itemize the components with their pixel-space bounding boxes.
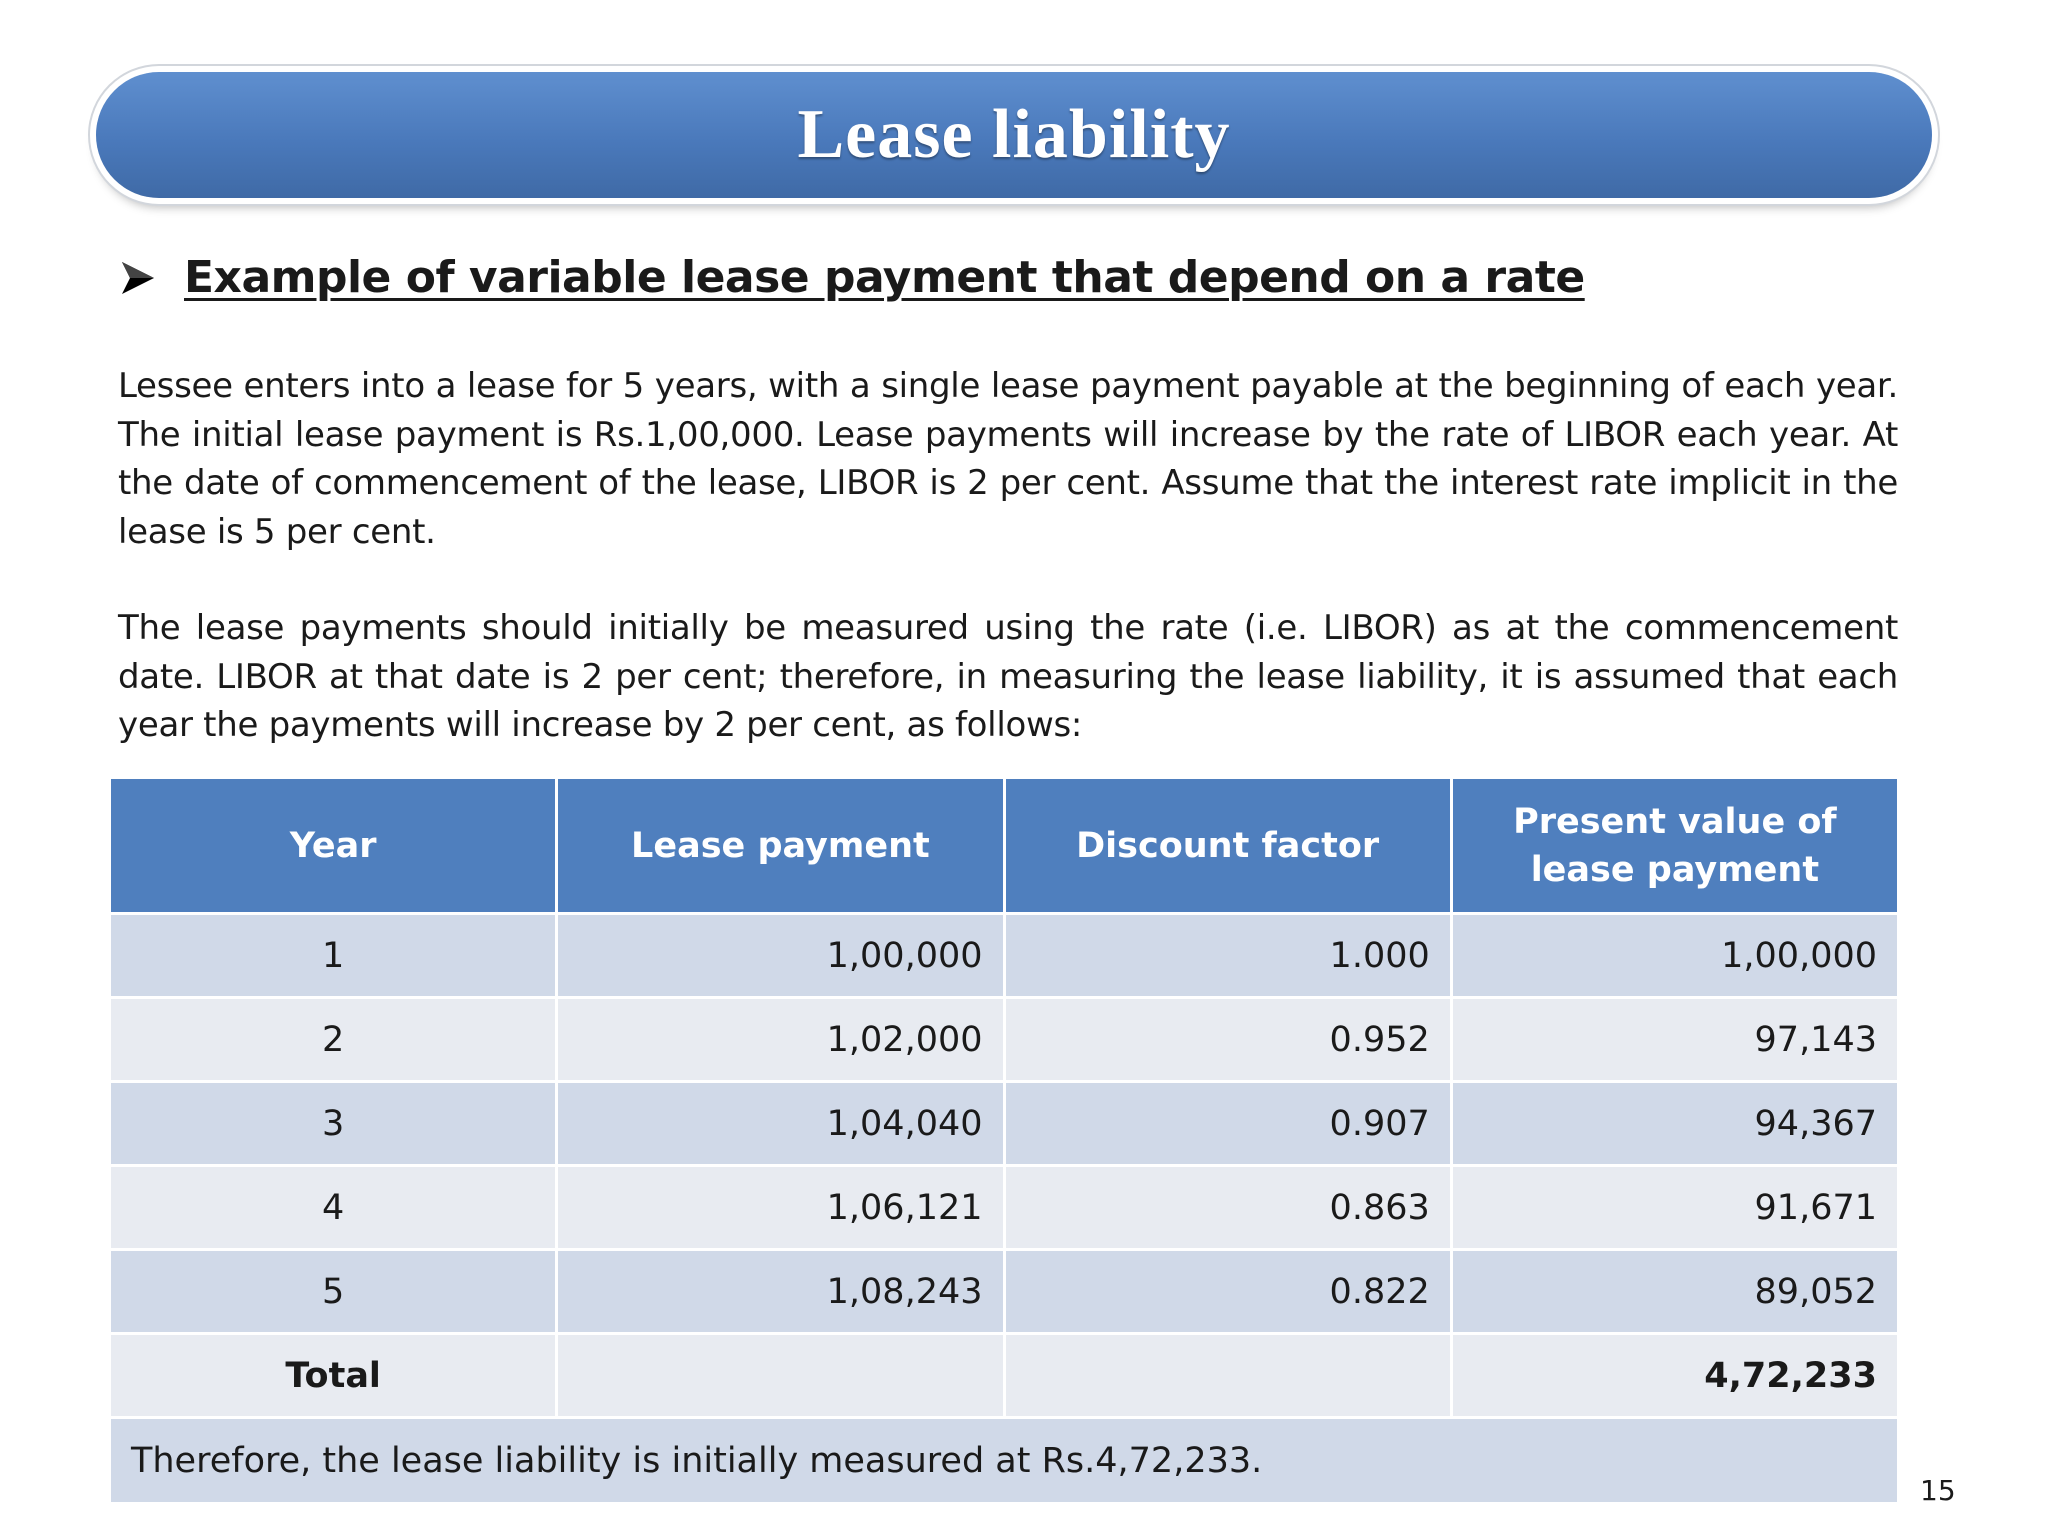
heading-text: Example of variable lease payment that depend on a rate xyxy=(184,252,1585,303)
header-discount-factor: Discount factor xyxy=(1004,778,1451,914)
discount-factor-cell: 0.863 xyxy=(1004,1166,1451,1250)
table-row xyxy=(110,914,1899,998)
year-cell: 5 xyxy=(110,1250,557,1334)
intro-paragraph: Lessee enters into a lease for 5 years, with a single lease payment payable at the beginning of each year. The initial lease payment is Rs.1,00,000. Lease payments will increase by the rate of LIBOR each year. At the date of commencement of the lease, LIBOR is 2 per cent. Assume that the interest rate implicit in the lease is 5 per cent. xyxy=(118,366,1898,552)
present-value-cell: 1,00,000 xyxy=(1451,914,1898,998)
lease-payment-cell: 1,02,000 xyxy=(557,998,1004,1082)
measurement-paragraph: The lease payments should initially be measured using the rate (i.e. LIBOR) as at the commencement date. LIBOR at that date is 2 per cent; therefore, in measuring the lease liability, it is assumed that each year the payments will increase by 2 per cent, as follows: xyxy=(118,608,1898,745)
title-banner xyxy=(96,72,1932,198)
lease-payment-cell: 1,04,040 xyxy=(557,1082,1004,1166)
total-label: Total xyxy=(110,1334,557,1418)
arrow-bullet-icon xyxy=(118,258,158,298)
table-header-row xyxy=(110,778,1899,914)
year-cell: 2 xyxy=(110,998,557,1082)
present-value-cell: 89,052 xyxy=(1451,1250,1898,1334)
discount-factor-cell: 1.000 xyxy=(1004,914,1451,998)
lease-payment-table xyxy=(108,776,1900,1505)
total-row xyxy=(110,1334,1899,1418)
discount-factor-cell: 0.907 xyxy=(1004,1082,1451,1166)
page-number: 15 xyxy=(1920,1474,1956,1507)
year-cell: 1 xyxy=(110,914,557,998)
table-row xyxy=(110,1250,1899,1334)
lease-payment-cell: 1,00,000 xyxy=(557,914,1004,998)
year-cell: 3 xyxy=(110,1082,557,1166)
total-present-value: 4,72,233 xyxy=(1451,1334,1898,1418)
header-year: Year xyxy=(110,778,557,914)
table-row xyxy=(110,1082,1899,1166)
header-present-value: Present value of lease payment xyxy=(1451,778,1898,914)
present-value-cell: 97,143 xyxy=(1451,998,1898,1082)
total-lease-payment-cell xyxy=(557,1334,1004,1418)
slide-title: Lease liability xyxy=(797,96,1231,173)
table-row xyxy=(110,1166,1899,1250)
lease-payment-cell: 1,08,243 xyxy=(557,1250,1004,1334)
discount-factor-cell: 0.822 xyxy=(1004,1250,1451,1334)
header-lease-payment: Lease payment xyxy=(557,778,1004,914)
lease-payment-cell: 1,06,121 xyxy=(557,1166,1004,1250)
table-row xyxy=(110,998,1899,1082)
discount-factor-cell: 0.952 xyxy=(1004,998,1451,1082)
conclusion-text: Therefore, the lease liability is initially measured at Rs.4,72,233. xyxy=(110,1418,1899,1504)
section-heading xyxy=(118,252,1585,303)
present-value-cell: 94,367 xyxy=(1451,1082,1898,1166)
total-discount-factor-cell xyxy=(1004,1334,1451,1418)
year-cell: 4 xyxy=(110,1166,557,1250)
conclusion-row xyxy=(110,1418,1899,1504)
present-value-cell: 91,671 xyxy=(1451,1166,1898,1250)
